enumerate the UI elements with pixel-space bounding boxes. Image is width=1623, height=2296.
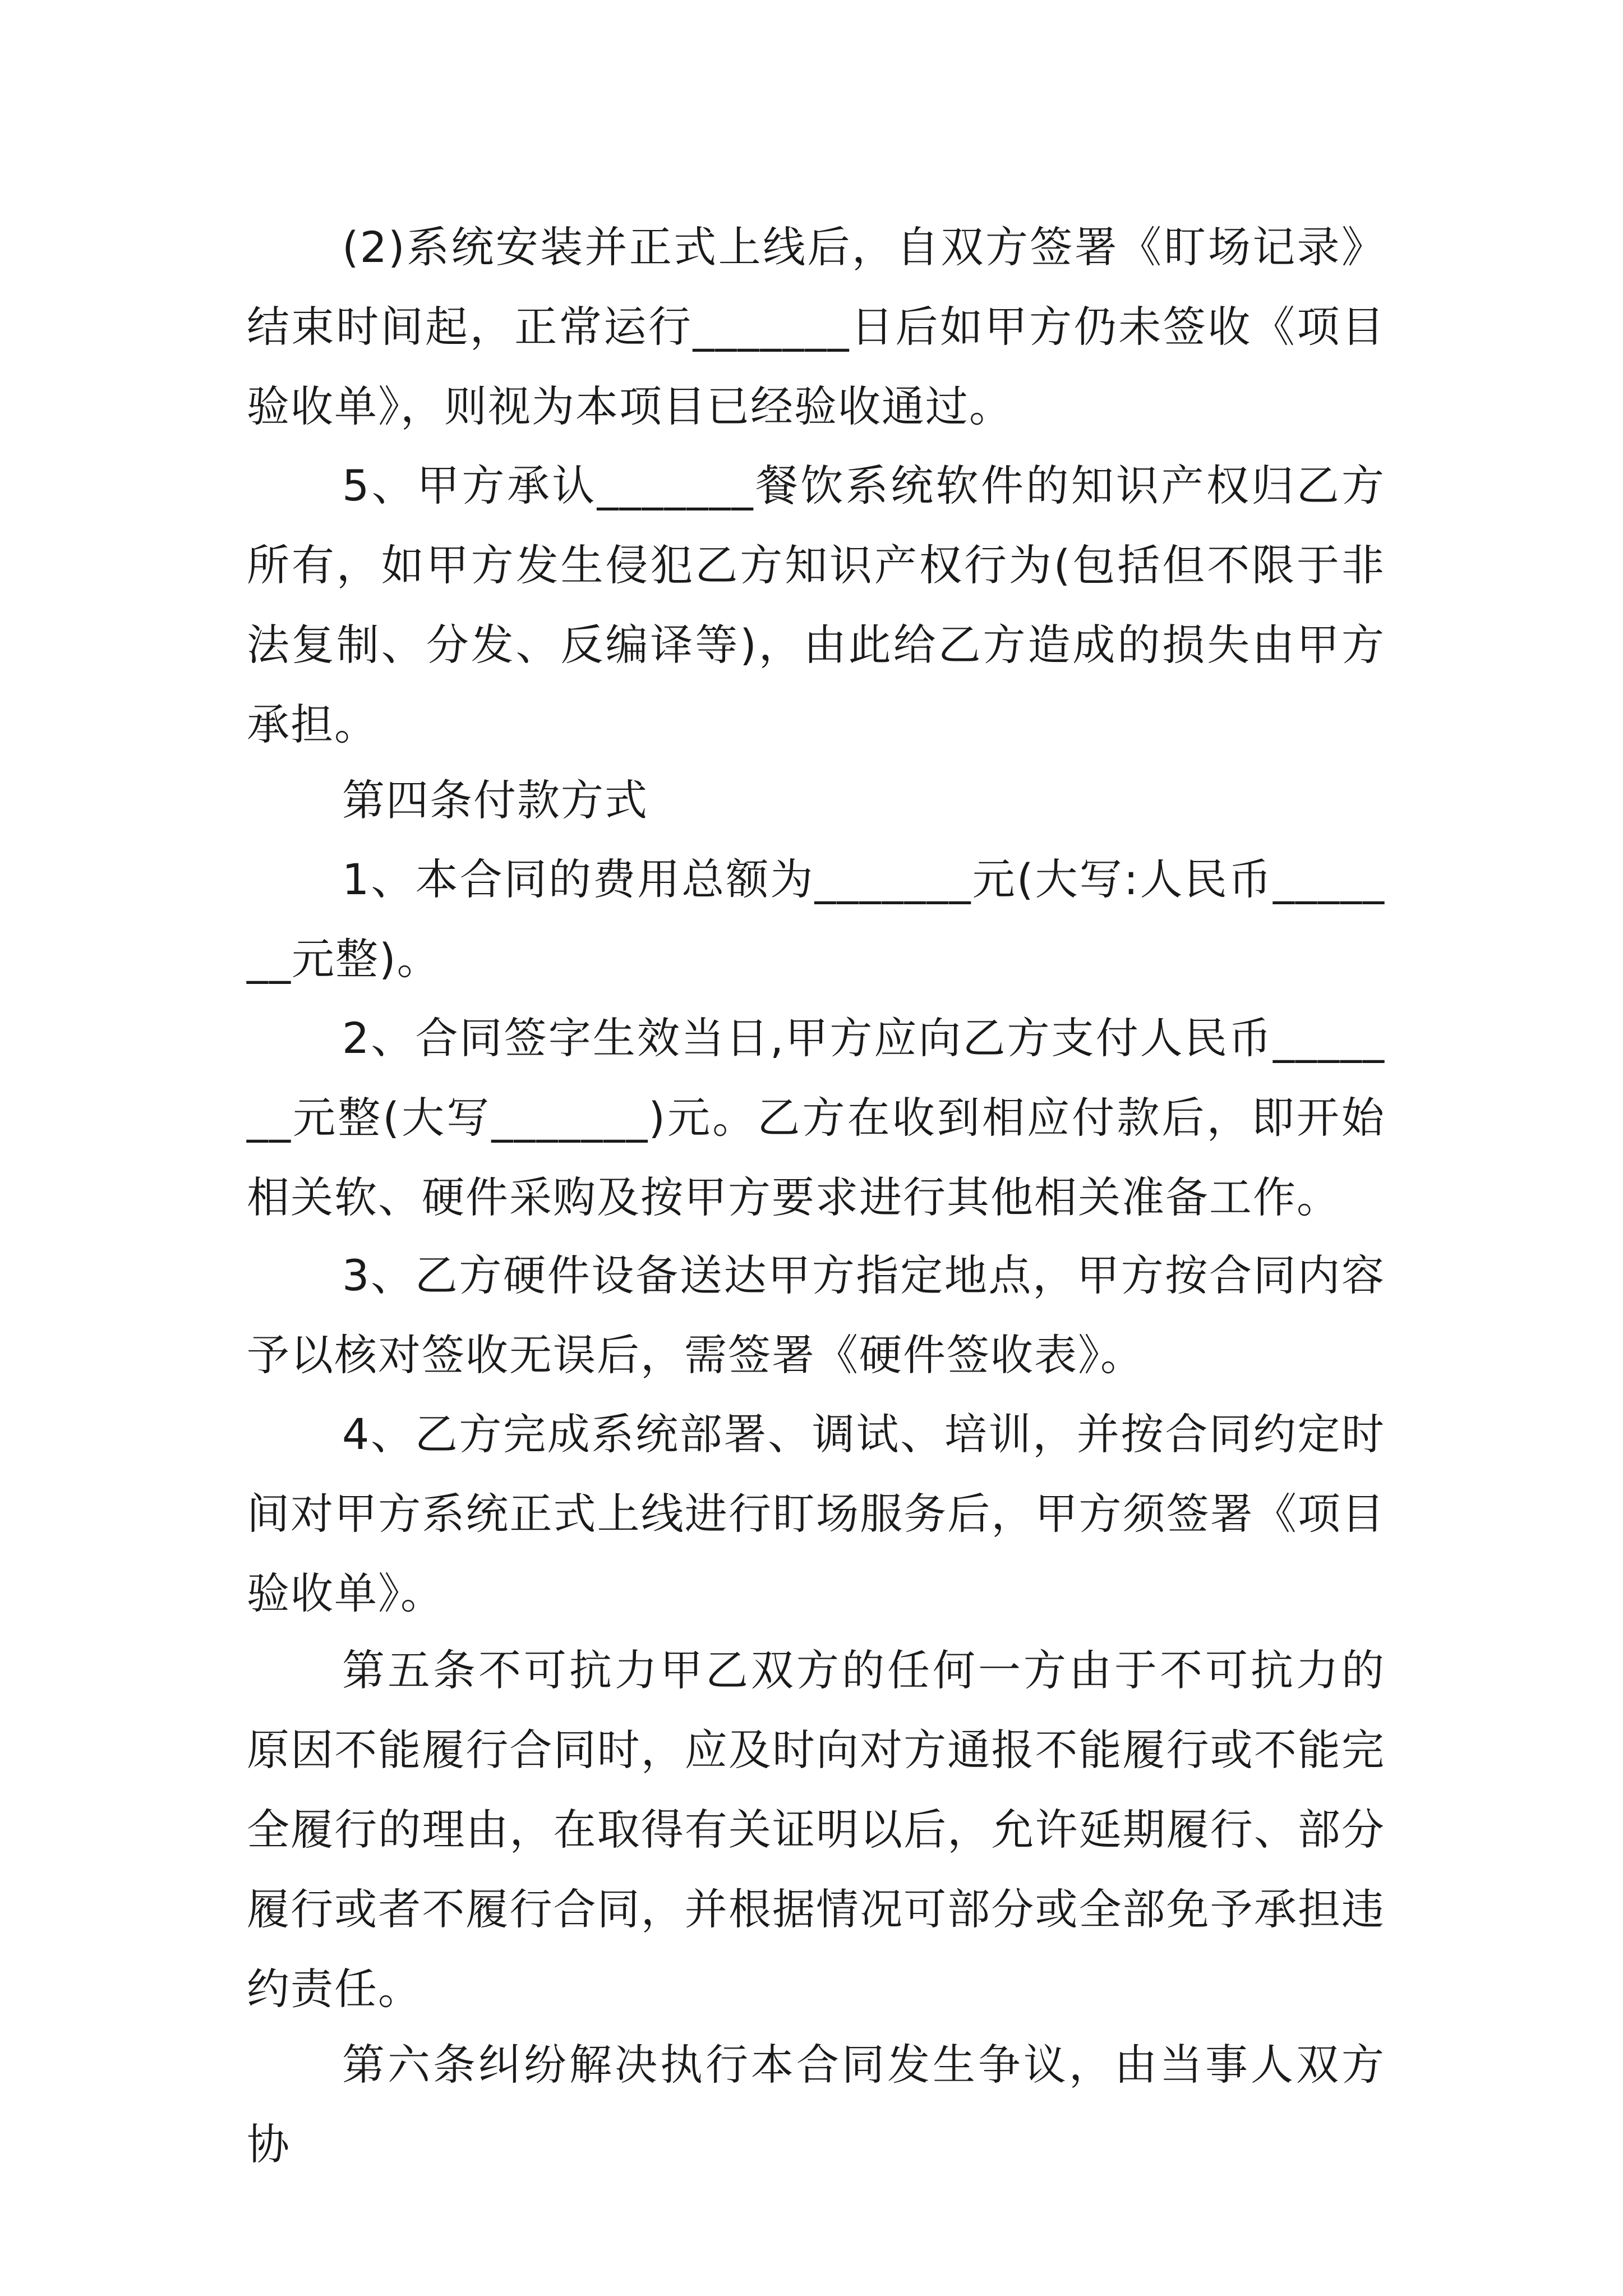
paragraph-dispute-resolution: 第六条纠纷解决执行本合同发生争议，由当事人双方协 — [247, 2040, 1385, 2169]
paragraph-first-payment: 2、合同签字生效当日,甲方应向乙方支付人民币_______元整(大写_______)元。乙方在收到相应付款后，即开始相关软、硬件采购及按甲方要求进行其他相关准备工作。 — [247, 1013, 1385, 1222]
section-heading-payment: 第四条付款方式 — [342, 775, 648, 825]
paragraph-intellectual-property: 5、甲方承认_______餐饮系统软件的知识产权归乙方所有，如甲方发生侵犯乙方知识产权行为(包括但不限于非法复制、分发、反编译等)，由此给乙方造成的损失由甲方承担。 — [247, 461, 1385, 749]
paragraph-system-acceptance: (2)系统安装并正式上线后，自双方签署《盯场记录》结束时间起，正常运行_______日后如甲方仍未签收《项目验收单》，则视为本项目已经验收通过。 — [247, 222, 1385, 431]
paragraph-hardware-delivery: 3、乙方硬件设备送达甲方指定地点，甲方按合同内容予以核对签收无误后，需签署《硬件签收表》。 — [247, 1250, 1385, 1380]
paragraph-deployment: 4、乙方完成系统部署、调试、培训，并按合同约定时间对甲方系统正式上线进行盯场服务后，甲方须签署《项目验收单》。 — [247, 1409, 1385, 1618]
paragraph-total-fee: 1、本合同的费用总额为_______元(大写:人民币_______元整)。 — [247, 854, 1385, 984]
paragraph-force-majeure: 第五条不可抗力甲乙双方的任何一方由于不可抗力的原因不能履行合同时，应及时向对方通报不能履行或不能完全履行的理由，在取得有关证明以后，允许延期履行、部分履行或者不履行合同，并根据情况可部分或全部免予承担违约责任。 — [247, 1645, 1385, 2014]
